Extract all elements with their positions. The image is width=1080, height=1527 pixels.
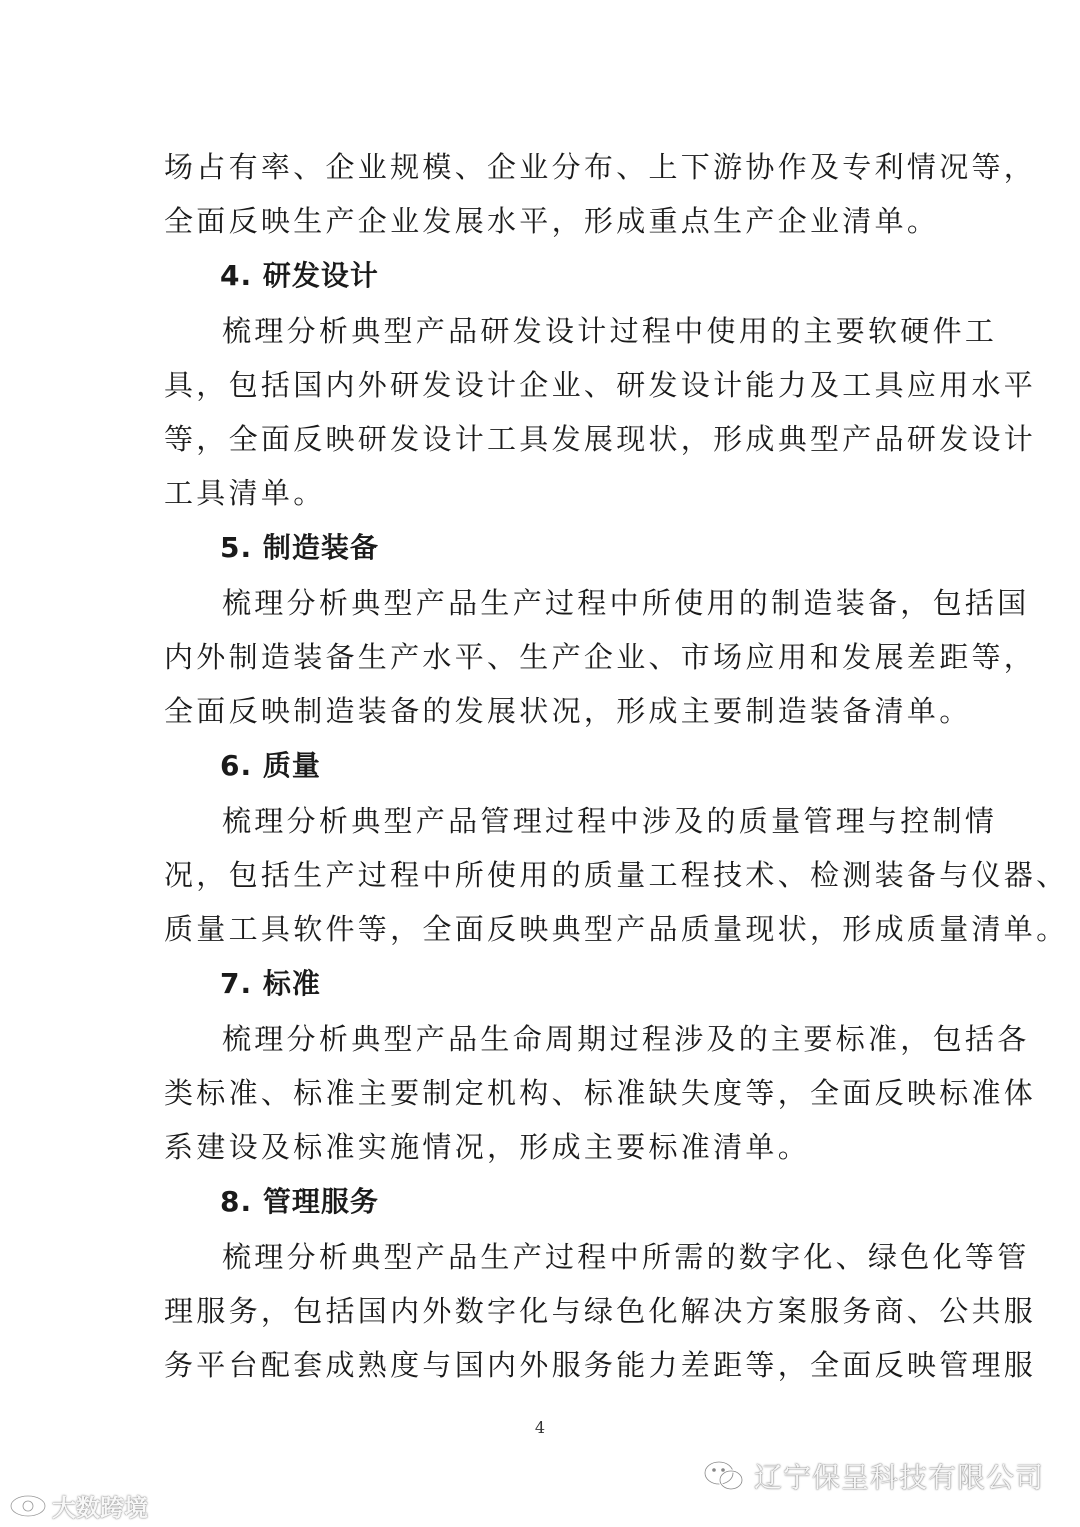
- paragraph-line: 梳理分析典型产品生产过程中所使用的制造装备，包括国: [222, 586, 1030, 620]
- eye-logo-icon: [8, 1492, 48, 1520]
- paragraph-line: 梳理分析典型产品生命周期过程涉及的主要标准，包括各: [222, 1022, 1030, 1056]
- paragraph-line: 等，全面反映研发设计工具发展现状，形成典型产品研发设计: [164, 422, 1037, 456]
- paragraph-line: 全面反映制造装备的发展状况，形成主要制造装备清单。: [164, 694, 972, 728]
- paragraph-line: 梳理分析典型产品管理过程中涉及的质量管理与控制情: [222, 804, 998, 838]
- paragraph-line: 系建设及标准实施情况，形成主要标准清单。: [164, 1130, 811, 1164]
- section-heading: 4. 研发设计: [220, 259, 379, 292]
- section-heading: 6. 质量: [220, 749, 321, 782]
- section-heading: 7. 标准: [220, 967, 321, 1000]
- paragraph-line: 梳理分析典型产品研发设计过程中使用的主要软硬件工: [222, 314, 998, 348]
- paragraph-line: 梳理分析典型产品生产过程中所需的数字化、绿色化等管: [222, 1240, 1030, 1274]
- section-heading: 5. 制造装备: [220, 531, 379, 564]
- paragraph-line: 质量工具软件等，全面反映典型产品质量现状，形成质量清单。: [164, 912, 1069, 946]
- document-body: [164, 140, 1069, 1392]
- paragraph-line: 理服务，包括国内外数字化与绿色化解决方案服务商、公共服: [164, 1294, 1037, 1328]
- paragraph-line: 具，包括国内外研发设计企业、研发设计能力及工具应用水平: [164, 368, 1037, 402]
- paragraph-line: 工具清单。: [164, 476, 326, 510]
- paragraph-line: 类标准、标准主要制定机构、标准缺失度等，全面反映标准体: [164, 1076, 1037, 1110]
- paragraph-line: 全面反映生产企业发展水平，形成重点生产企业清单。: [164, 204, 940, 238]
- page-number: 4: [534, 1418, 546, 1437]
- watermark-left-text: 大数跨境: [52, 1494, 148, 1522]
- watermark-left: [8, 1488, 148, 1523]
- paragraph-line: 况，包括生产过程中所使用的质量工程技术、检测装备与仪器、: [164, 858, 1069, 892]
- wechat-icon: [702, 1458, 746, 1494]
- watermark-right-text: 辽宁保呈科技有限公司: [753, 1461, 1044, 1494]
- paragraph-line: 内外制造装备生产水平、生产企业、市场应用和发展差距等，: [164, 640, 1037, 674]
- section-heading: 8. 管理服务: [220, 1185, 379, 1218]
- watermark-right: [702, 1456, 1044, 1496]
- paragraph-line: 务平台配套成熟度与国内外服务能力差距等，全面反映管理服: [164, 1348, 1037, 1382]
- paragraph-line: 场占有率、企业规模、企业分布、上下游协作及专利情况等，: [164, 150, 1037, 184]
